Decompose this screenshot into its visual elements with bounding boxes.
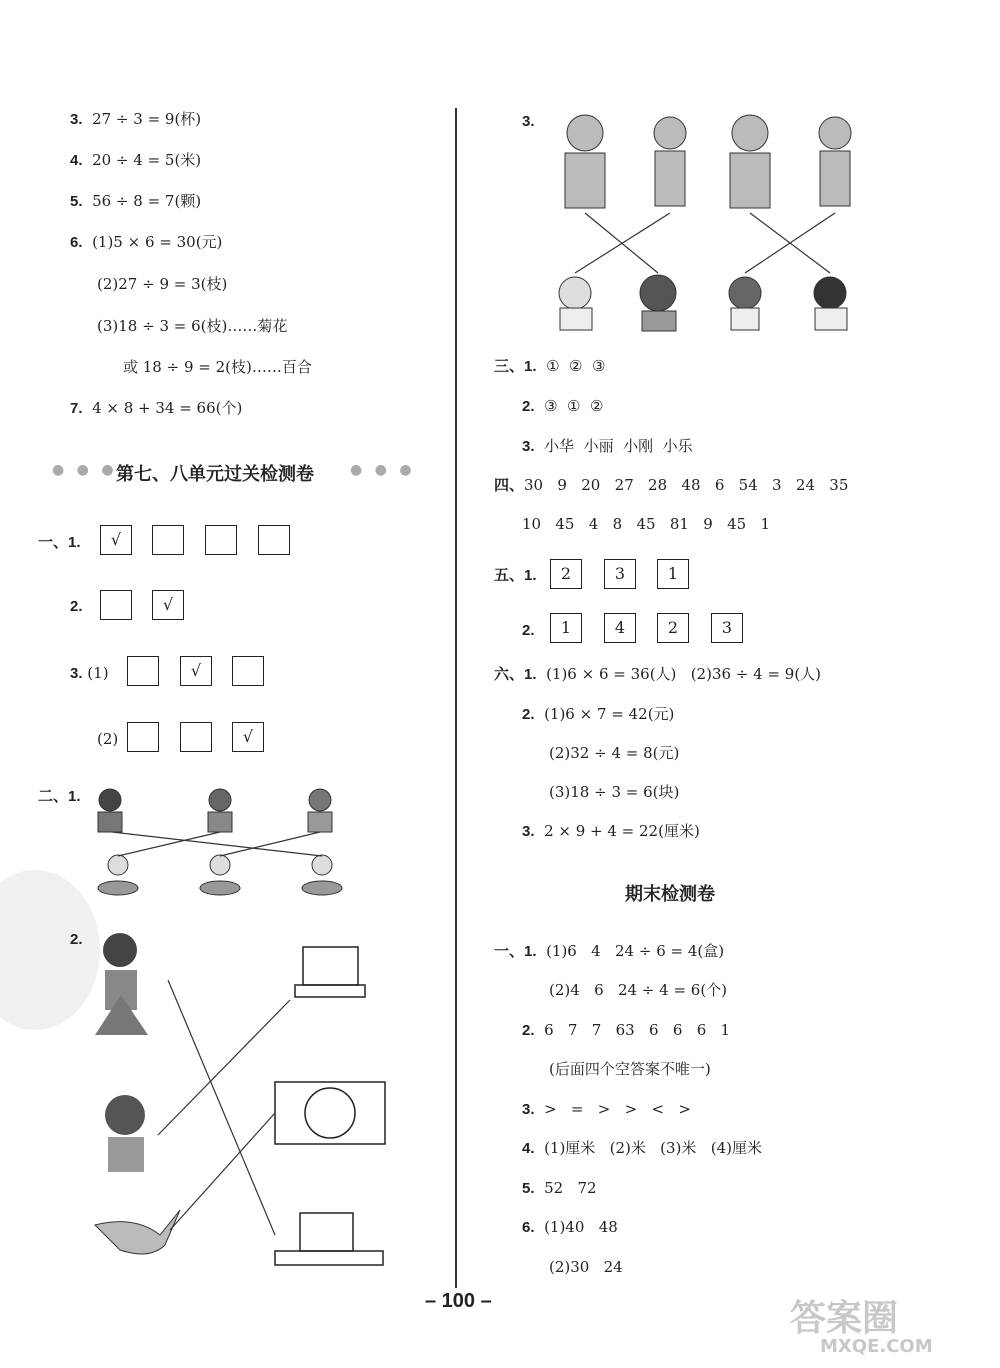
answer-line: 3. 小华 小丽 小刚 小乐 (522, 437, 693, 455)
answer-box: 3 (604, 559, 636, 589)
question-label: 3. (522, 113, 535, 130)
question-label: 2. (70, 931, 83, 948)
answer-line: 3. 27 ÷ 3 = 9(杯) (70, 110, 202, 128)
answer-box (127, 656, 159, 686)
answer-box (205, 525, 237, 555)
answer-line: 六、1. (1)6 × 6 = 36(人) (2)36 ÷ 4 = 9(人) (494, 665, 822, 683)
decor-dots: ● ● ● (350, 462, 416, 478)
answer-line: 5. 52 72 (522, 1179, 597, 1197)
cat-figure (98, 855, 342, 895)
answer-box: √ (232, 722, 264, 752)
answer-line: 四、30 9 20 27 28 48 6 54 3 24 35 (494, 476, 849, 494)
answer-line: (2)4 6 24 ÷ 4 = 6(个) (549, 981, 728, 999)
question-label: 一、1. (38, 534, 81, 551)
question-label: 2. (522, 622, 535, 639)
section-title: 期末检测卷 (625, 884, 715, 905)
answer-line: (2)32 ÷ 4 = 8(元) (549, 744, 680, 762)
mascot-watermark (0, 870, 100, 1030)
question-label: 3. (1) (70, 664, 109, 682)
matching-figure-views (90, 925, 400, 1270)
kid-figure (559, 275, 847, 331)
answer-box: 2 (550, 559, 582, 589)
matching-figure-kids-cats (90, 780, 350, 905)
view-shape (275, 947, 385, 1265)
kid-figure (98, 789, 332, 832)
answer-box: √ (180, 656, 212, 686)
answer-line: 5. 56 ÷ 8 = 7(颗) (70, 192, 202, 210)
answer-box (232, 656, 264, 686)
answer-line: 或 18 ÷ 9 = 2(枝)……百合 (123, 358, 312, 376)
answer-line: (2)30 24 (549, 1258, 623, 1276)
watermark-logo: 答案圈 (790, 1298, 899, 1339)
answer-box: 3 (711, 613, 743, 643)
page-number: – 100 – (425, 1290, 492, 1312)
answer-line: 2. (1)6 × 7 = 42(元) (522, 705, 675, 723)
answer-line: 6. (1)5 × 6 = 30(元) (70, 233, 223, 251)
answer-line: (后面四个空答案不唯一) (549, 1060, 711, 1078)
answer-box (127, 722, 159, 752)
matching-figure-mascots (545, 108, 875, 338)
column-divider (455, 108, 457, 1288)
answer-line: (2)27 ÷ 9 = 3(枝) (97, 275, 228, 293)
answer-line: 10 45 4 8 45 81 9 45 1 (522, 515, 771, 533)
answer-line: 三、1. ① ② ③ (494, 357, 606, 375)
boy-figure (105, 1095, 145, 1172)
question-label: 二、1. (38, 788, 81, 805)
answer-line: 3. 2 × 9 + 4 = 22(厘米) (522, 822, 700, 840)
question-label: 五、1. (494, 567, 537, 584)
question-label: 2. (70, 598, 83, 615)
answer-box (152, 525, 184, 555)
answer-box: 1 (657, 559, 689, 589)
answer-line: 6. (1)40 48 (522, 1218, 618, 1236)
answer-box: 4 (604, 613, 636, 643)
decor-dots: ● ● ● (52, 462, 118, 478)
answer-box (100, 590, 132, 620)
bird-figure (95, 1210, 180, 1254)
answer-box: 1 (550, 613, 582, 643)
answer-line: 4. (1)厘米 (2)米 (3)米 (4)厘米 (522, 1139, 762, 1157)
answer-box: 2 (657, 613, 689, 643)
answer-box (180, 722, 212, 752)
answer-line: 7. 4 × 8 + 34 = 66(个) (70, 399, 243, 417)
watermark-url: MXQE.COM (820, 1336, 933, 1357)
question-label: (2) (97, 730, 119, 748)
answer-line: 2. ③ ① ② (522, 397, 604, 415)
answer-line: (3)18 ÷ 3 = 6(枝)……菊花 (97, 317, 288, 335)
answer-line: 3. > = > > < > (522, 1100, 691, 1118)
answer-box: √ (100, 525, 132, 555)
answer-line: 一、1. (1)6 4 24 ÷ 6 = 4(盒) (494, 942, 725, 960)
girl-figure (95, 933, 148, 1035)
mascot-figure (565, 115, 851, 208)
answer-box: √ (152, 590, 184, 620)
answer-line: 4. 20 ÷ 4 = 5(米) (70, 151, 202, 169)
answer-box (258, 525, 290, 555)
answer-line: 2. 6 7 7 63 6 6 6 1 (522, 1021, 731, 1039)
section-title: 第七、八单元过关检测卷 (116, 464, 314, 485)
answer-line: (3)18 ÷ 3 = 6(块) (549, 783, 680, 801)
